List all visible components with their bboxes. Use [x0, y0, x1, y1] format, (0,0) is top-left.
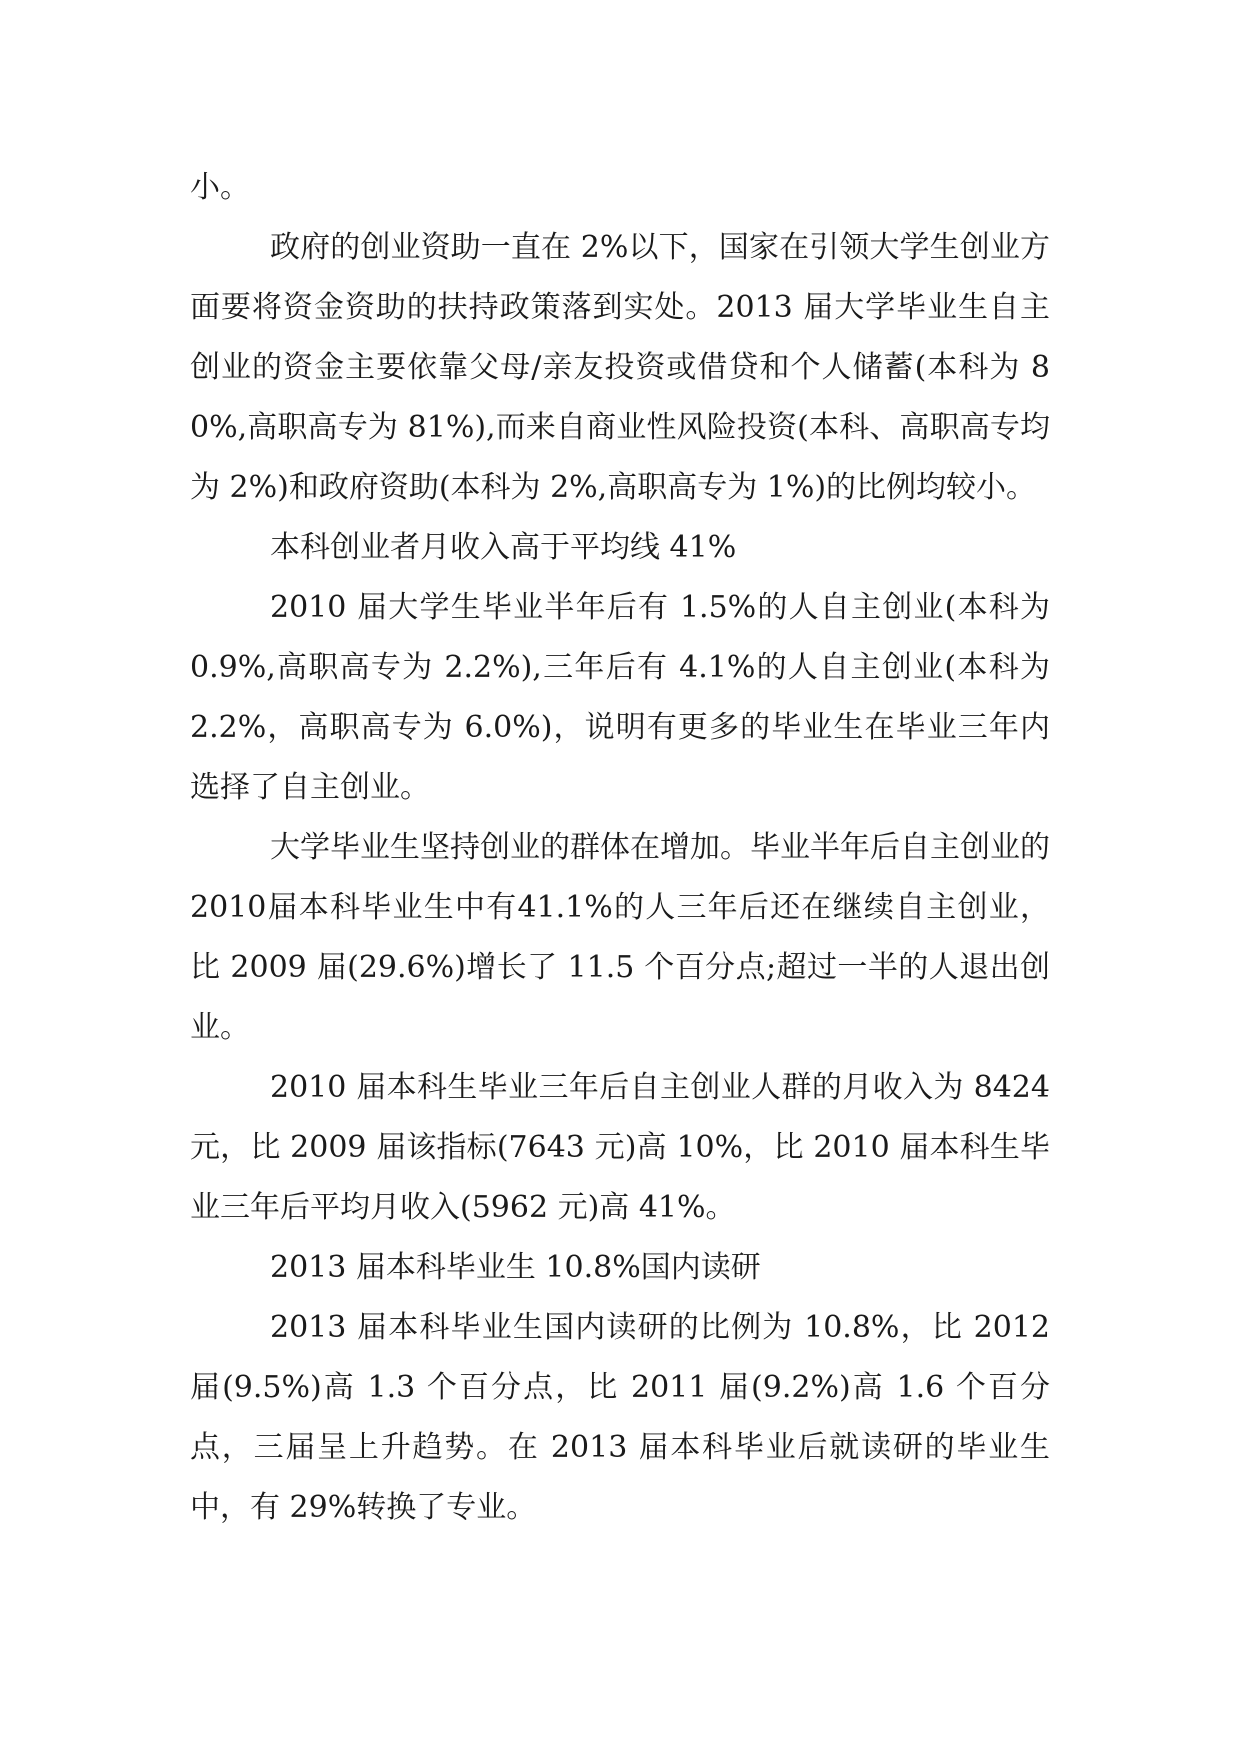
paragraph: 政府的创业资助一直在 2%以下，国家在引领大学生创业方面要将资金资助的扶持政策落到实处。2013 届大学毕业生自主创业的资金主要依靠父母/亲友投资或借贷和个人储蓄(本科为 80%,高职高专为 81%),而来自商业性风险投资(本科、高职高专均为 2%)和政府资助(本科为 2%,高职高专为 1%)的比例均较小。: [190, 230, 1050, 505]
section-heading: 本科创业者月收入高于平均线 41%: [270, 530, 737, 565]
document-body: [190, 158, 1050, 1538]
paragraph: 2010 届大学生毕业半年后有 1.5%的人自主创业(本科为 0.9%,高职高专为 2.2%),三年后有 4.1%的人自主创业(本科为 2.2%，高职高专为 6.0%)，说明有更多的毕业生在毕业三年内选择了自主创业。: [190, 590, 1050, 805]
paragraph: 2013 届本科毕业生国内读研的比例为 10.8%，比 2012 届(9.5%)高 1.3 个百分点，比 2011 届(9.2%)高 1.6 个百分点，三届呈上升趋势。在 2013 届本科毕业后就读研的毕业生中，有 29%转换了专业。: [190, 1310, 1050, 1525]
paragraph: 小。: [190, 170, 250, 205]
paragraph: 2010 届本科生毕业三年后自主创业人群的月收入为 8424 元，比 2009 届该指标(7643 元)高 10%，比 2010 届本科生毕业三年后平均月收入(5962 元)高 41%。: [190, 1070, 1050, 1225]
section-heading: 2013 届本科毕业生 10.8%国内读研: [270, 1250, 761, 1285]
paragraph: 大学毕业生坚持创业的群体在增加。毕业半年后自主创业的2010届本科毕业生中有41.1%的人三年后还在继续自主创业，比 2009 届(29.6%)增长了 11.5 个百分点;超过一半的人退出创业。: [190, 830, 1050, 1045]
